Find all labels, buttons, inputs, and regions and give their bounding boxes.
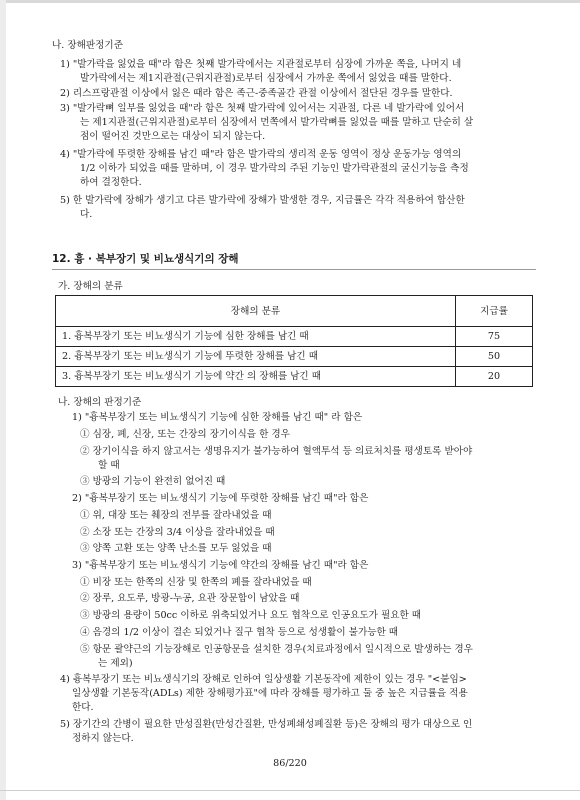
criterion-2-item-3: ③ 양쪽 고환 또는 양쪽 난소를 모두 잃었을 때 xyxy=(80,543,272,554)
note-4-line-3: 한다. xyxy=(72,702,94,713)
table-row-rate: 50 xyxy=(456,347,533,367)
criterion-3-item-5-line-2: 는 제외) xyxy=(98,658,133,669)
top-divider xyxy=(0,0,580,3)
table-row xyxy=(56,367,533,387)
toe-item-3-line-1: 3) "발가락뼈 일부를 잃었을 때"라 함은 첫째 발가락에 있어서는 지관절, 다른 네 발가락에 있어서 xyxy=(60,103,465,114)
criterion-1-item-1: ① 심장, 폐, 신장, 또는 간장의 장기이식을 한 경우 xyxy=(80,429,290,440)
table-row xyxy=(56,327,533,347)
table-header-classification: 장해의 분류 xyxy=(56,296,456,327)
criterion-3-item-1: ① 비장 또는 한쪽의 신장 및 한쪽의 폐를 잘라내었을 때 xyxy=(80,577,312,588)
page-number: 86/220 xyxy=(273,758,307,769)
criterion-3-head: 3) "흉복부장기 또는 비뇨생식기 기능에 약간의 장해를 남긴 때"라 함은 xyxy=(72,560,369,571)
criterion-1-item-3: ③ 방광의 기능이 완전히 없어진 때 xyxy=(80,476,226,487)
table-header-rate: 지급률 xyxy=(456,296,533,327)
subheading-classification: 가. 장해의 분류 xyxy=(58,281,123,292)
note-4-line-2: 일상생활 기본동작(ADLs) 제한 장해평가표"에 따라 장해를 평가하고 둘 중 높은 지급률을 적용 xyxy=(72,688,468,699)
criterion-3-item-3: ③ 방광의 용량이 50cc 이하로 위축되었거나 요도 협착으로 인공요도가 필요한 때 xyxy=(80,610,422,621)
toe-item-4-line-3: 하여 결정한다. xyxy=(80,177,142,188)
page-edge xyxy=(0,0,6,800)
subheading-judgement: 나. 장해의 판정기준 xyxy=(58,397,142,408)
criterion-1-item-2-line-2: 할 때 xyxy=(98,460,120,471)
criterion-2-item-2: ② 소장 또는 간장의 3/4 이상을 잘라내었을 때 xyxy=(80,527,275,538)
table-row-rate: 20 xyxy=(456,367,533,387)
criterion-1-item-2-line-1: ② 장기이식을 하지 않고서는 생명유지가 불가능하여 혈액투석 등 의료처치를 평생토록 받아야 xyxy=(80,446,473,457)
section-12-title: 12. 흉 · 복부장기 및 비뇨생식기의 장해 xyxy=(52,253,239,265)
toe-item-3-line-3: 점이 떨어진 것만으로는 대상이 되지 않는다. xyxy=(80,131,266,142)
footer-divider xyxy=(0,790,580,791)
criterion-2-head: 2) "흉복부장기 또는 비뇨생식기 기능에 뚜렷한 장해를 남긴 때"라 함은 xyxy=(72,493,369,504)
toe-item-5-line-2: 다. xyxy=(80,209,93,220)
toe-item-4-line-1: 4) "발가락에 뚜렷한 장해를 남긴 때"라 함은 발가락의 생리적 운동 영역이 정상 운동가능 영역의 xyxy=(60,149,462,160)
section-heading-rule xyxy=(52,269,536,270)
toe-item-4-line-2: 1/2 이하가 되었을 때를 말하며, 이 경우 발가락의 주된 기능인 발가락관절의 굴신기능을 측정 xyxy=(80,163,469,174)
note-4-line-1: 4) 흉복부장기 또는 비뇨생식기의 장해로 인하여 일상생활 기본동작에 제한이 있는 경우 "<붙임> xyxy=(60,674,467,685)
criterion-3-item-4: ④ 음경의 1/2 이상이 결손 되었거나 질구 협착 등으로 성생활이 불가능한 때 xyxy=(80,627,399,638)
table-row-label: 3. 흉복부장기 또는 비뇨생식기 기능에 약간 의 장해를 남긴 때 xyxy=(56,367,456,387)
table-row-rate: 75 xyxy=(456,327,533,347)
table-row xyxy=(56,347,533,367)
table-row-label: 2. 흉복부장기 또는 비뇨생식기 기능에 뚜렷한 장해를 남긴 때 xyxy=(56,347,456,367)
toe-item-1-line-1: 1) "발가락을 잃었을 때"라 함은 첫째 발가락에서는 지관절로부터 심장에 가까운 쪽을, 나머지 네 xyxy=(60,59,462,70)
toe-item-2-line-1: 2) 리스프랑관절 이상에서 잃은 때라 함은 족근-중족골간 관절 이상에서 절단된 경우를 말한다. xyxy=(60,88,453,99)
note-5-line-1: 5) 장기간의 간병이 필요한 만성질환(만성간질환, 만성폐쇄성폐질환 등)은 장해의 평가 대상으로 인 xyxy=(60,719,473,730)
subheading-toe-criteria: 나. 장해판정기준 xyxy=(52,40,123,51)
criterion-3-item-5-line-1: ⑤ 항문 괄약근의 기능장해로 인공항문을 설치한 경우(치료과정에서 일시적으로 발생하는 경우 xyxy=(80,644,473,655)
criterion-1-head: 1) "흉복부장기 또는 비뇨생식기 기능에 심한 장해를 남긴 때" 라 함은 xyxy=(72,412,363,423)
criterion-2-item-1: ① 위, 대장 또는 췌장의 전부를 잘라내었을 때 xyxy=(80,510,272,521)
table-row-label: 1. 흉복부장기 또는 비뇨생식기 기능에 심한 장해를 남긴 때 xyxy=(56,327,456,347)
toe-item-3-line-2: 는 제1지관절(근위지관절)로부터 심장에서 먼쪽에서 발가락뼈를 잃었을 때를 말하고 단순히 살 xyxy=(80,117,474,128)
toe-item-5-line-1: 5) 한 발가락에 장해가 생기고 다른 발가락에 장해가 발생한 경우, 지급률은 각각 적용하여 합산한 xyxy=(60,195,465,206)
table-header-row xyxy=(56,296,533,327)
toe-item-1-line-2: 발가락에서는 제1지관절(근위지관절)로부터 심장에서 가까운 쪽에서 잃었을 때를 말한다. xyxy=(80,73,452,84)
note-5-line-2: 정하지 않는다. xyxy=(72,733,134,744)
criterion-3-item-2: ② 장루, 요도루, 방광-누공, 요관 장문합이 남았을 때 xyxy=(80,593,300,604)
disability-grade-table xyxy=(55,295,533,387)
